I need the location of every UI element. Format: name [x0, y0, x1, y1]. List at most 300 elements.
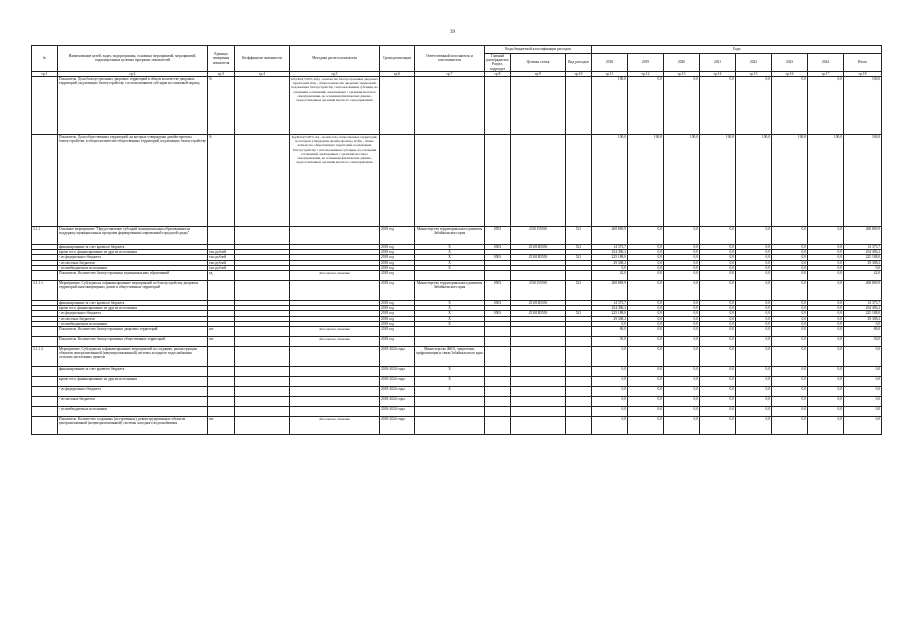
row-year-value: 0,0: [772, 417, 808, 435]
row-term: 2018-2024 годы: [380, 347, 415, 367]
row-year-value: 0,0: [700, 227, 736, 245]
row-year-value: 0,0: [736, 367, 772, 377]
row-target-article: [511, 347, 566, 367]
row-expense-type: [566, 347, 592, 367]
row-unit: тыс.рублей: [208, 255, 235, 260]
row-year-value: 0,0: [700, 327, 736, 337]
row-coef: [235, 77, 290, 135]
row-grbs: 0503: [485, 227, 511, 245]
row-year-value: 0,0: [628, 265, 664, 270]
row-target-article: [511, 271, 566, 281]
row-expense-type: 521: [566, 281, 592, 301]
row-total: 50,0: [844, 337, 882, 347]
row-executor: Х: [415, 250, 485, 255]
row-target-article: [511, 407, 566, 417]
row-year-value: 0,0: [736, 227, 772, 245]
column-number: гр.11: [592, 71, 628, 76]
row-year-value: 0,0: [628, 311, 664, 316]
row-method: Абсолютное значение: [290, 337, 380, 347]
header-year: Итого: [844, 54, 882, 72]
row-unit: тыс.рублей: [208, 260, 235, 265]
row-executor: [415, 417, 485, 435]
row-method: [290, 281, 380, 301]
row-year-value: 0,0: [808, 301, 844, 306]
row-year-value: 0,0: [628, 337, 664, 347]
row-term: 2018-2024 годы: [380, 367, 415, 377]
row-name: финансирование за счет краевого бюджета: [58, 245, 208, 250]
row-number: [32, 135, 58, 227]
row-year-value: 0,0: [736, 77, 772, 135]
row-coef: [235, 135, 290, 227]
row-executor: Х: [415, 321, 485, 326]
row-year-value: 0,0: [664, 250, 700, 255]
row-expense-type: [566, 77, 592, 135]
row-name: Показатель. Количество благоустроенных дворовых территорий: [58, 327, 208, 337]
row-year-value: 0,0: [664, 417, 700, 435]
row-number: [32, 77, 58, 135]
row-name: Основное мероприятие "Предоставление субсидий муниципальным образованиям на поддержку муниципальных программ формирования современной городской среды": [58, 227, 208, 245]
row-name: - из местных бюджетов: [58, 260, 208, 265]
row-year-value: 0,0: [736, 301, 772, 306]
row-year-value: 0,0: [808, 271, 844, 281]
row-grbs: 0503: [485, 301, 511, 306]
row-grbs: 0503: [485, 281, 511, 301]
row-year-value: 0,0: [628, 306, 664, 311]
row-year-value: 100,0: [628, 135, 664, 227]
row-total: 225 188,0: [844, 311, 882, 316]
row-year-value: 100,0: [592, 135, 628, 227]
row-year-value: 0,0: [628, 321, 664, 326]
column-number: гр.13: [664, 71, 700, 76]
header-year: 2024: [808, 54, 844, 72]
row-term: 2018-2024 годы: [380, 417, 415, 435]
row-number: [32, 417, 58, 435]
row-year-value: 0,0: [808, 417, 844, 435]
row-term: 2018-2024 годы: [380, 397, 415, 407]
row-number: [32, 367, 58, 377]
row-unit: [208, 377, 235, 387]
row-total: 14 373,7: [844, 301, 882, 306]
column-number: гр.5: [290, 71, 380, 76]
row-coef: [235, 377, 290, 387]
header-year: 2023: [772, 54, 808, 72]
row-year-value: 0,0: [664, 337, 700, 347]
row-name: финансирование за счет краевого бюджета: [58, 301, 208, 306]
row-year-value: 0,0: [772, 407, 808, 417]
row-executor: Х: [415, 255, 485, 260]
row-year-value: 0,0: [700, 255, 736, 260]
header-coef: Коэффициент значимости: [235, 46, 290, 72]
row-term: 2018 год: [380, 316, 415, 321]
row-expense-type: [566, 135, 592, 227]
row-year-value: 0,0: [772, 316, 808, 321]
row-year-value: 0,0: [628, 250, 664, 255]
row-year-value: 0,0: [700, 387, 736, 397]
row-name: Показатель. Доля общественных территорий, на которых утверждены дизайн-проекты благоустройства, в общем количестве общественных территорий, подлежащих благоустройству: [58, 135, 208, 227]
row-term: 2018-2024 годы: [380, 377, 415, 387]
row-total: 100,0: [844, 77, 882, 135]
row-year-value: 0,0: [592, 367, 628, 377]
column-number: гр.1: [32, 71, 58, 76]
row-expense-type: [566, 271, 592, 281]
row-method: [290, 347, 380, 367]
row-year-value: 0,0: [664, 245, 700, 250]
row-expense-type: [566, 327, 592, 337]
row-year-value: 0,0: [664, 255, 700, 260]
column-number: гр.17: [808, 71, 844, 76]
row-name: - из федерального бюджета: [58, 387, 208, 397]
row-method: [290, 387, 380, 397]
row-executor: [415, 407, 485, 417]
row-year-value: 14 373,7: [592, 301, 628, 306]
row-unit: тыс.рублей: [208, 265, 235, 270]
row-term: 2018 год: [380, 227, 415, 245]
row-coef: [235, 367, 290, 377]
header-year: 2021: [700, 54, 736, 72]
row-year-value: 0,0: [808, 245, 844, 250]
table-row: [32, 135, 882, 227]
row-term: 2018 год: [380, 271, 415, 281]
row-unit: шт: [208, 337, 235, 347]
row-executor: [415, 77, 485, 135]
row-year-value: 100,0: [808, 135, 844, 227]
row-year-value: 0,0: [592, 265, 628, 270]
row-year-value: 0,0: [772, 327, 808, 337]
column-number: гр.12: [628, 71, 664, 76]
row-target-article: [511, 417, 566, 435]
header-year: 2022: [736, 54, 772, 72]
row-year-value: 0,0: [736, 271, 772, 281]
row-total: 0,0: [844, 387, 882, 397]
row-year-value: 0,0: [808, 265, 844, 270]
row-target-article: 25101R5550: [511, 311, 566, 316]
column-number: гр.6: [380, 71, 415, 76]
row-grbs: 0503: [485, 311, 511, 316]
row-total: 225 188,0: [844, 255, 882, 260]
row-year-value: 0,0: [808, 227, 844, 245]
row-year-value: 0,0: [628, 377, 664, 387]
row-target-article: [511, 387, 566, 397]
row-unit: %: [208, 135, 235, 227]
row-year-value: 0,0: [664, 301, 700, 306]
row-target-article: 25101R5550: [511, 245, 566, 250]
row-year-value: 0,0: [808, 377, 844, 387]
row-target-article: 25101R5550: [511, 255, 566, 260]
row-year-value: 0,0: [628, 281, 664, 301]
row-year-value: 0,0: [736, 245, 772, 250]
row-year-value: 268 869,9: [592, 227, 628, 245]
row-year-value: 0,0: [664, 260, 700, 265]
row-executor: [415, 327, 485, 337]
row-year-value: 0,0: [700, 347, 736, 367]
row-method: [290, 367, 380, 377]
row-expense-type: [566, 367, 592, 377]
row-grbs: [485, 387, 511, 397]
row-year-value: 0,0: [664, 271, 700, 281]
row-year-value: 0,0: [700, 281, 736, 301]
row-executor: Х: [415, 260, 485, 265]
row-expense-type: [566, 407, 592, 417]
row-year-value: 0,0: [736, 327, 772, 337]
row-target-article: [511, 397, 566, 407]
row-grbs: 0503: [485, 255, 511, 260]
header-num: №: [32, 46, 58, 72]
row-year-value: 0,0: [772, 250, 808, 255]
row-year-value: 0,0: [736, 377, 772, 387]
row-term: 2018 год: [380, 321, 415, 326]
row-total: 86,0: [844, 327, 882, 337]
row-year-value: 0,0: [772, 301, 808, 306]
row-year-value: 0,0: [772, 311, 808, 316]
row-year-value: 29 308,2: [592, 316, 628, 321]
row-year-value: 0,0: [628, 301, 664, 306]
row-grbs: [485, 77, 511, 135]
row-year-value: 0,0: [736, 255, 772, 260]
row-expense-type: 521: [566, 311, 592, 316]
row-year-value: 0,0: [592, 417, 628, 435]
row-unit: шт: [208, 327, 235, 337]
table-row: [32, 347, 882, 367]
row-year-value: 0,0: [808, 407, 844, 417]
row-year-value: 0,0: [664, 397, 700, 407]
row-executor: Министерство территориального развития Забайкальского края: [415, 281, 485, 301]
row-year-value: 0,0: [808, 260, 844, 265]
row-year-value: 0,0: [808, 77, 844, 135]
row-year-value: 0,0: [700, 407, 736, 417]
row-year-value: 0,0: [592, 377, 628, 387]
row-year-value: 0,0: [700, 316, 736, 321]
row-year-value: 0,0: [736, 387, 772, 397]
row-year-value: 0,0: [808, 397, 844, 407]
row-year-value: 0,0: [628, 367, 664, 377]
row-total: 254 496,2: [844, 306, 882, 311]
row-year-value: 100,0: [700, 135, 736, 227]
row-unit: шт: [208, 417, 235, 435]
row-grbs: [485, 327, 511, 337]
row-year-value: 0,0: [772, 397, 808, 407]
row-target-article: [511, 367, 566, 377]
row-year-value: 0,0: [664, 311, 700, 316]
row-year-value: 0,0: [772, 255, 808, 260]
row-year-value: 0,0: [736, 306, 772, 311]
row-unit: тыс.рублей: [208, 250, 235, 255]
row-year-value: 50,0: [592, 337, 628, 347]
row-name: - из местных бюджетов: [58, 316, 208, 321]
header-name: Наименование целей, задач, подпрограммы, основных мероприятий, мероприятий, подконтрольных целевых программ, показателей: [58, 46, 208, 72]
row-name: кроме того, финансирование из других источников: [58, 250, 208, 255]
row-method: [290, 407, 380, 417]
row-executor: Х: [415, 265, 485, 270]
row-unit: [208, 227, 235, 245]
row-year-value: 0,0: [736, 281, 772, 301]
header-term: Сроки реализации: [380, 46, 415, 72]
page-number: 39: [450, 30, 455, 35]
row-method: Абсолютное значение: [290, 327, 380, 337]
row-year-value: 0,0: [664, 77, 700, 135]
row-executor: Х: [415, 316, 485, 321]
row-year-value: 0,0: [664, 316, 700, 321]
row-number: [32, 271, 58, 281]
row-expense-type: [566, 417, 592, 435]
row-year-value: 0,0: [808, 327, 844, 337]
row-year-value: 0,0: [736, 397, 772, 407]
row-name: кроме того, финансирование из других источников: [58, 306, 208, 311]
row-unit: [208, 407, 235, 417]
row-number: [32, 387, 58, 397]
row-year-value: 0,0: [628, 271, 664, 281]
column-number: гр.7: [415, 71, 485, 76]
header-cs: Целевая статья: [511, 54, 566, 72]
table-row: [32, 227, 882, 245]
row-term: 2018 год: [380, 281, 415, 301]
row-year-value: 0,0: [700, 417, 736, 435]
row-year-value: 0,0: [628, 407, 664, 417]
row-coef: [235, 227, 290, 245]
row-term: 2018 год: [380, 260, 415, 265]
row-term: 2018 год: [380, 250, 415, 255]
row-number: 3.1.1.1: [32, 281, 58, 301]
row-number: [32, 377, 58, 387]
row-total: 29 308,2: [844, 316, 882, 321]
row-year-value: 0,0: [664, 265, 700, 270]
table-row: [32, 337, 882, 347]
row-grbs: [485, 347, 511, 367]
row-total: 0,0: [844, 265, 882, 270]
row-year-value: 0,0: [628, 227, 664, 245]
row-year-value: 0,0: [736, 260, 772, 265]
row-year-value: 0,0: [628, 327, 664, 337]
table-row: [32, 417, 882, 435]
row-executor: [415, 271, 485, 281]
row-year-value: 0,0: [808, 250, 844, 255]
row-year-value: 0,0: [700, 77, 736, 135]
row-year-value: 0,0: [592, 321, 628, 326]
row-coef: [235, 337, 290, 347]
row-year-value: 0,0: [592, 387, 628, 397]
row-year-value: 0,0: [664, 387, 700, 397]
row-name: Показатель. Количество благоустроенных муниципальных образований: [58, 271, 208, 281]
row-year-value: 0,0: [808, 255, 844, 260]
row-year-value: 0,0: [700, 311, 736, 316]
row-year-value: 0,0: [772, 337, 808, 347]
row-name: - из федерального бюджета: [58, 311, 208, 316]
row-grbs: [485, 407, 511, 417]
row-term: 2018 год: [380, 265, 415, 270]
row-year-value: 100,0: [772, 135, 808, 227]
row-year-value: 0,0: [700, 397, 736, 407]
row-year-value: 100,0: [736, 135, 772, 227]
header-method: Методика расчета показателя: [290, 46, 380, 72]
row-executor: Х: [415, 377, 485, 387]
row-total: 0,0: [844, 367, 882, 377]
row-total: 14 373,7: [844, 245, 882, 250]
row-year-value: 0,0: [628, 255, 664, 260]
program-table: [31, 45, 882, 435]
table-row: [32, 397, 882, 407]
row-name: - из федерального бюджета: [58, 255, 208, 260]
row-executor: [415, 135, 485, 227]
row-year-value: 0,0: [772, 227, 808, 245]
row-total: 29 308,2: [844, 260, 882, 265]
row-year-value: 0,0: [700, 301, 736, 306]
row-year-value: 0,0: [628, 260, 664, 265]
row-year-value: 0,0: [592, 407, 628, 417]
row-term: [380, 77, 415, 135]
row-year-value: 0,0: [736, 250, 772, 255]
table-row: [32, 281, 882, 301]
row-year-value: 0,0: [700, 306, 736, 311]
row-unit: [208, 367, 235, 377]
column-number: гр.16: [772, 71, 808, 76]
row-year-value: 0,0: [772, 306, 808, 311]
row-year-value: 0,0: [628, 347, 664, 367]
row-number: 3.1.1.2: [32, 347, 58, 367]
row-method: [290, 377, 380, 387]
row-executor: Х: [415, 306, 485, 311]
row-total: 0,0: [844, 397, 882, 407]
row-unit: [208, 281, 235, 301]
row-year-value: 0,0: [592, 397, 628, 407]
row-target-article: [511, 77, 566, 135]
header-years-group: Годы: [592, 46, 882, 54]
row-coef: [235, 407, 290, 417]
row-year-value: 0,0: [700, 377, 736, 387]
row-year-value: 0,0: [664, 306, 700, 311]
row-year-value: 225 188,0: [592, 311, 628, 316]
header-vr: Вид расходов: [566, 54, 592, 72]
row-method: Кд/Кобщ*100%, Кд - количество общественных территорий, на которых утверждены дизайн-проекты, Кобщ - общее количество общественных территорий, подлежащих благоустройству с использованием субсидии, на основании соглашений, заключенных с органами местного самоуправления, на основании фактических данных, предоставленных органами местного самоуправления: [290, 135, 380, 227]
row-target-article: 2510155550: [511, 227, 566, 245]
row-term: 2018 год: [380, 337, 415, 347]
row-expense-type: [566, 387, 592, 397]
row-term: 2018-2024 годы: [380, 407, 415, 417]
row-year-value: 0,0: [664, 327, 700, 337]
row-total: 0,0: [844, 347, 882, 367]
row-method: Абсолютное значение: [290, 417, 380, 435]
row-total: 0,0: [844, 377, 882, 387]
row-term: 2018 год: [380, 255, 415, 260]
row-coef: [235, 347, 290, 367]
row-target-article: [511, 135, 566, 227]
row-number: [32, 407, 58, 417]
row-unit: [208, 397, 235, 407]
row-total: 0,0: [844, 417, 882, 435]
row-year-value: 0,0: [736, 316, 772, 321]
row-year-value: 86,0: [592, 327, 628, 337]
row-year-value: 0,0: [772, 260, 808, 265]
row-name: Показатель. Доля благоустроенных дворовых территорий в общем количестве дворовых территорий, подлежащих благоустройству с использованием субсидии на плановый период: [58, 77, 208, 135]
row-year-value: 0,0: [772, 245, 808, 250]
row-year-value: 0,0: [808, 387, 844, 397]
header-year: 2020: [664, 54, 700, 72]
row-total: 100,0: [844, 135, 882, 227]
row-year-value: 0,0: [772, 281, 808, 301]
row-year-value: 268 869,9: [592, 281, 628, 301]
table-row: [32, 77, 882, 135]
row-name: кроме того, финансирование из других источников: [58, 377, 208, 387]
table-row: [32, 377, 882, 387]
row-expense-type: [566, 337, 592, 347]
row-year-value: 0,0: [628, 316, 664, 321]
row-executor: Министерство ЖКХ, энергетики, цифровизации и связи Забайкальского края: [415, 347, 485, 367]
row-term: 2018 год: [380, 311, 415, 316]
header-exec: Ответственный исполнитель и соисполнители: [415, 46, 485, 72]
header-unit: Единица измерения показателя: [208, 46, 235, 72]
row-name: - из внебюджетных источников: [58, 265, 208, 270]
row-term: 2018 год: [380, 306, 415, 311]
row-year-value: 0,0: [664, 347, 700, 367]
table-row: [32, 387, 882, 397]
